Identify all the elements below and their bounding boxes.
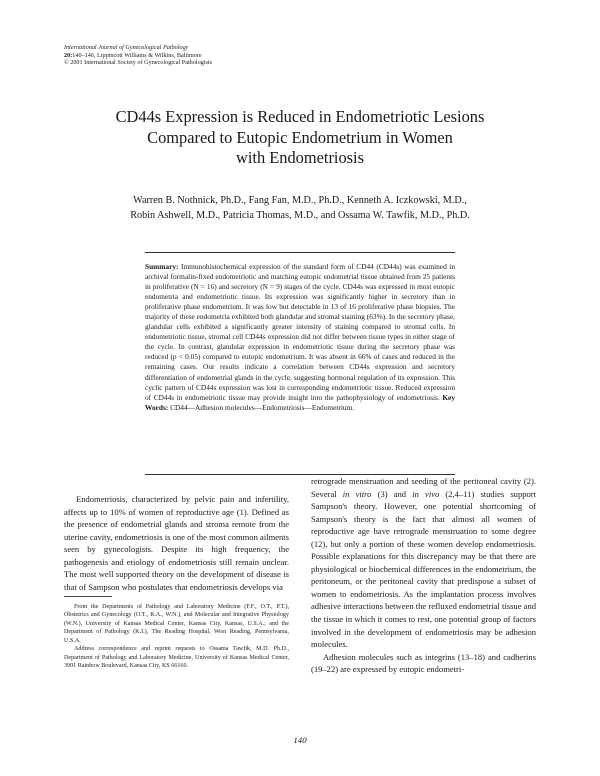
journal-copyright: © 2001 International Society of Gynecological Pathologists bbox=[64, 59, 213, 67]
body-paragraph: Endometriosis, characterized by pelvic pain and infertility, affects up to 10% of women of reproductive age (1). Defined as the presence of endometrial glands and stroma remote from the uterine cavity, endometriosis is one of the most common ailments seen by gynecologists. Despite its high frequency, the pathogenesis and etiology of endometriosis still remain unclear. The most well supported theory on the development of disease is that of Sampson who postulates that endometriosis develops via bbox=[64, 494, 289, 592]
keywords-text: CD44—Adhesion molecules—Endometriosis—Endometrium. bbox=[170, 402, 355, 412]
summary-text: Immunohistochemical expression of the standard form of CD44 (CD44s) was examined in archival formalin-fixed endometriotic and matching eutopic endometrial tissue obtained from 25 patients in proliferative (N = 16) and secretory (N = 9) stages of the cycle. CD44s was expressed in most eutopic endometria and endometriotic tissue. Its expression was significantly higher in secretory than in proliferative phase endometrium. It was low but detectable in 13 of 16 proliferative phase biopsies. The majority of these endometria exhibited both glandular and stromal staining (63%). In the secretory phase, glandular cells exhibited a significantly greater intensity of staining compared to stromal cells. In endometriotic tissue, stromal cell CD44s expression did not differ between tissue types in either stage of the cycle. In contrast, glandular expression in endometriotic tissue during the secretory phase was reduced (p < 0.05) compared to eutopic endometrium. It was absent in 66% of cases and reduced in the remaining cases. Our results indicate a correlation between CD44s expression and secretory differentiation of endometrial glands in the cycle, suggesting hormonal regulation of its expression. This cyclic pattern of CD44s expression was lost in corresponding endometriotic tissue. Reduced expression of CD44s in endometriotic tissue may provide insight into the pathophysiology of endometriosis. bbox=[145, 262, 456, 402]
body-paragraph bbox=[311, 475, 536, 651]
journal-pages: 140–146, Lippincott Williams & Wilkins, Baltimore bbox=[72, 51, 202, 59]
title-line: CD44s Expression is Reduced in Endometriotic Lesions bbox=[115, 107, 485, 126]
italic-term: in vitro bbox=[342, 488, 372, 499]
author-line: Warren B. Nothnick, Ph.D., Fang Fan, M.D., Ph.D., Kenneth A. Iczkowski, M.D., bbox=[133, 195, 467, 206]
author-list bbox=[60, 193, 540, 223]
journal-citation bbox=[64, 52, 364, 60]
abstract bbox=[145, 262, 455, 413]
article-title bbox=[60, 107, 540, 169]
body-column-left bbox=[64, 493, 289, 593]
body-column-right bbox=[311, 475, 536, 676]
title-line: with Endometriosis bbox=[236, 148, 364, 167]
correspondence-footnote: Address correspondence and reprint requests to Ossama Tawfik, M.D. Ph.D., Department of Pathology and Laboratory Medicine, University of Kansas Medical Center, 3901 Rainbow Boulevard, Kansas City, KS 66160. bbox=[64, 646, 289, 670]
page-number: 140 bbox=[293, 735, 307, 745]
abstract-top-rule bbox=[145, 252, 455, 253]
journal-volume: 20: bbox=[64, 51, 73, 59]
keywords-label: Key Words: bbox=[145, 392, 455, 412]
body-text: retrograde menstruation and seeding of the peritoneal cavity (2). Several bbox=[311, 476, 536, 499]
summary-label: Summary: bbox=[145, 262, 179, 271]
body-text: (3) and bbox=[371, 488, 413, 499]
footnotes bbox=[64, 603, 289, 671]
body-paragraph: Adhesion molecules such as integrins (13–18) and cadherins (19–22) are expressed by eutopic endometri- bbox=[311, 651, 536, 675]
italic-term: in vivo bbox=[412, 488, 440, 499]
body-text: (2,4–11) studies support Sampson's theory. However, one potential shortcoming of Sampson's theory is the fact that almost all women of reproductive age have retrograde menstruation to some degree (12), but only a portion of these women develop endometriosis. Possible explanations for this discrepancy may be that there are physiological or biochemical differences in the endometrium, the peritoneum, or the peritoneal cavity that predispose a subset of women to endometriosis. As the implantation process involves adhesive interactions between the refluxed endometrial tissue and the tissue in which it comes to rest, one potential group of factors involved in the development of endometriosis may be adhesion molecules. bbox=[311, 488, 536, 650]
title-line: Compared to Eutopic Endometrium in Women bbox=[147, 127, 453, 147]
author-line: Robin Ashwell, M.D., Patricia Thomas, M.D., and Ossama W. Tawfik, M.D., Ph.D. bbox=[130, 210, 470, 222]
journal-name: International Journal of Gynecological Pathology bbox=[64, 44, 189, 51]
affiliation-footnote: From the Departments of Pathology and Laboratory Medicine (F.F., O.T., P.T.), Obstetrics and Gynecology (O.T., R.A., W.N.), and Molecular and Integrative Physiology (W.N.), University of Kansas Medical Center, Kansas City, Kansas, U.S.A.; and the Department of Pathology (K.I.), The Reading Hospital, West Reading, Pennsylvania, U.S.A. bbox=[64, 604, 289, 644]
footnote-rule bbox=[64, 596, 112, 597]
journal-header bbox=[64, 44, 364, 67]
